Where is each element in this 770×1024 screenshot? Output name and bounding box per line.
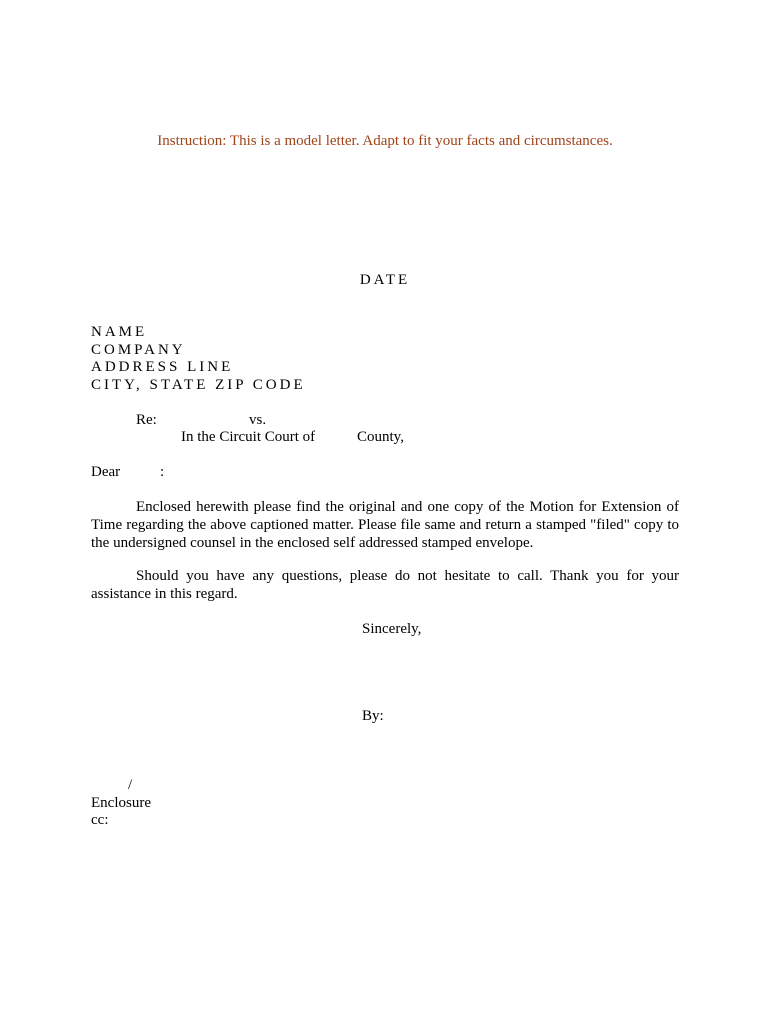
instruction-note: Instruction: This is a model letter. Adapt to fit your facts and circumstances. bbox=[157, 133, 613, 149]
closing-by: By: bbox=[362, 708, 384, 724]
recipient-city-state-zip: CITY, STATE ZIP CODE bbox=[91, 377, 306, 393]
enclosure-line: Enclosure bbox=[91, 795, 151, 811]
recipient-name: NAME bbox=[91, 324, 148, 340]
recipient-company: COMPANY bbox=[91, 342, 186, 358]
initials-slash: / bbox=[128, 777, 133, 793]
body-paragraph-2: Should you have any questions, please do not hesitate to call. Thank you for your assistance in this regard. bbox=[91, 568, 679, 602]
closing-sincerely: Sincerely, bbox=[362, 621, 422, 637]
cc-line: cc: bbox=[91, 812, 109, 828]
salutation-colon: : bbox=[160, 464, 165, 480]
re-county: County, bbox=[357, 429, 404, 445]
body-paragraph-1: Enclosed herewith please find the original and one copy of the Motion for Extension of Time regarding the above captioned matter. Please file same and return a stamped "filed" copy to the undersigned counsel in the enclosed self addressed stamped envelope. bbox=[91, 499, 679, 551]
recipient-address-line: ADDRESS LINE bbox=[91, 359, 234, 375]
re-label: Re: bbox=[136, 412, 157, 428]
re-court: In the Circuit Court of bbox=[181, 429, 316, 445]
date-placeholder: DATE bbox=[359, 272, 411, 288]
salutation-dear: Dear bbox=[91, 464, 121, 480]
re-vs: vs. bbox=[249, 412, 267, 428]
